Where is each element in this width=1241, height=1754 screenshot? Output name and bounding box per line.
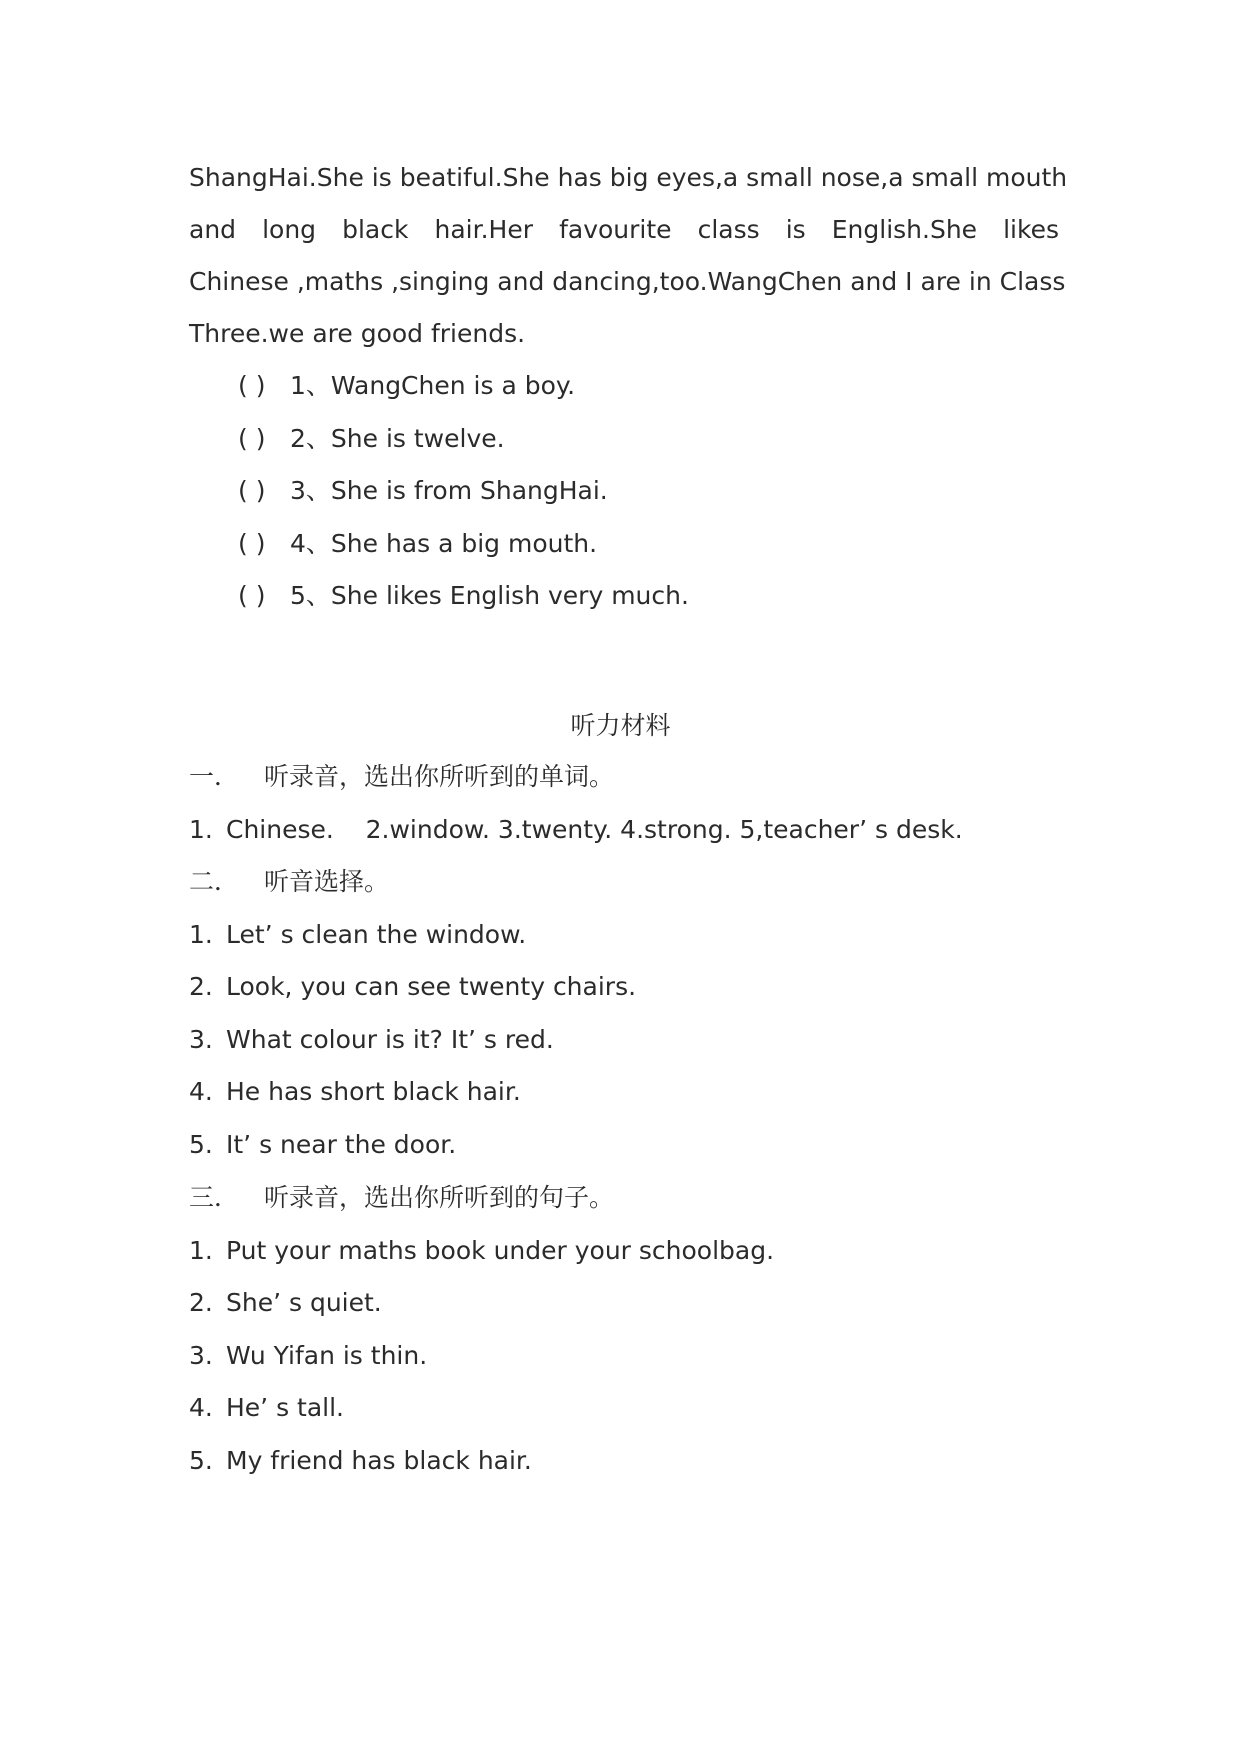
item-text: Wu Yifan is thin. (226, 1340, 428, 1370)
reading-passage (189, 152, 1068, 360)
passage-line: ShangHai.She is beatiful.She has big eyes,a small nose,a small mouth (189, 163, 1068, 192)
passage-line: Chinese ,maths ,singing and dancing,too.WangChen and I are in Class (189, 267, 1066, 296)
section-number: 一． (189, 762, 240, 791)
item-number: 4. (189, 1393, 213, 1422)
item-text: Let’ s clean the window. (226, 919, 527, 949)
item-number: 1. (189, 919, 213, 949)
question-item (238, 570, 689, 623)
list-item (189, 1066, 1089, 1119)
item-number: 3. (189, 1024, 213, 1054)
section-heading-text: 听录音，选出你所听到的单词。 (264, 762, 615, 791)
section-number: 二． (189, 867, 240, 896)
section-heading-text: 听音选择。 (264, 867, 390, 896)
section-heading (189, 856, 1089, 909)
section-number: 三． (189, 1183, 240, 1212)
listening-section-1 (189, 751, 1089, 856)
answer-blank: ( ) (238, 423, 266, 453)
list-item (189, 1435, 1089, 1488)
question-item (238, 465, 689, 518)
section-heading (189, 1172, 1089, 1225)
item-number: 5. (189, 1445, 213, 1475)
question-text: 1、WangChen is a boy. (290, 371, 576, 400)
item-text: Chinese. 2.window. 3.twenty. 4.strong. 5,teacher’ s desk. (226, 814, 963, 844)
question-text: 2、She is twelve. (290, 423, 505, 453)
list-item (189, 1330, 1089, 1383)
section-heading-text: 听录音，选出你所听到的句子。 (264, 1183, 615, 1212)
item-text: Look, you can see twenty chairs. (226, 972, 637, 1001)
item-text: Put your maths book under your schoolbag. (226, 1235, 775, 1265)
list-item (189, 1382, 1089, 1435)
list-item (189, 1119, 1089, 1172)
question-text: 4、She has a big mouth. (290, 528, 598, 558)
listening-section-2 (189, 856, 1089, 1171)
section-heading (189, 751, 1089, 804)
list-item (189, 961, 1089, 1014)
question-text: 3、She is from ShangHai. (290, 476, 608, 505)
listening-section-3 (189, 1172, 1089, 1487)
answer-blank: ( ) (238, 581, 266, 610)
item-text: She’ s quiet. (226, 1288, 382, 1317)
item-number: 2. (189, 972, 213, 1001)
list-item (189, 909, 1089, 962)
list-item (189, 1277, 1089, 1330)
item-number: 1. (189, 814, 213, 844)
question-item (238, 413, 689, 466)
listening-title: 听力材料 (570, 711, 671, 740)
item-text: He’ s tall. (226, 1393, 345, 1422)
list-item (189, 1225, 1089, 1278)
passage-line: and long black hair.Her favourite class is English.She likes (189, 215, 1059, 244)
item-number: 3. (189, 1340, 213, 1370)
list-item (189, 804, 1089, 857)
true-false-questions (238, 360, 689, 623)
answer-blank: ( ) (238, 476, 266, 505)
item-number: 2. (189, 1288, 213, 1317)
item-number: 5. (189, 1129, 213, 1159)
item-text: My friend has black hair. (226, 1445, 532, 1475)
item-text: What colour is it? It’ s red. (226, 1024, 554, 1054)
item-text: He has short black hair. (226, 1077, 521, 1106)
item-number: 1. (189, 1235, 213, 1265)
question-item (238, 360, 689, 413)
answer-blank: ( ) (238, 371, 266, 400)
item-number: 4. (189, 1077, 213, 1106)
list-item (189, 1014, 1089, 1067)
question-item (238, 518, 689, 571)
question-text: 5、She likes English very much. (290, 581, 689, 610)
item-text: It’ s near the door. (226, 1129, 457, 1159)
passage-line: Three.we are good friends. (189, 319, 526, 348)
answer-blank: ( ) (238, 528, 266, 558)
